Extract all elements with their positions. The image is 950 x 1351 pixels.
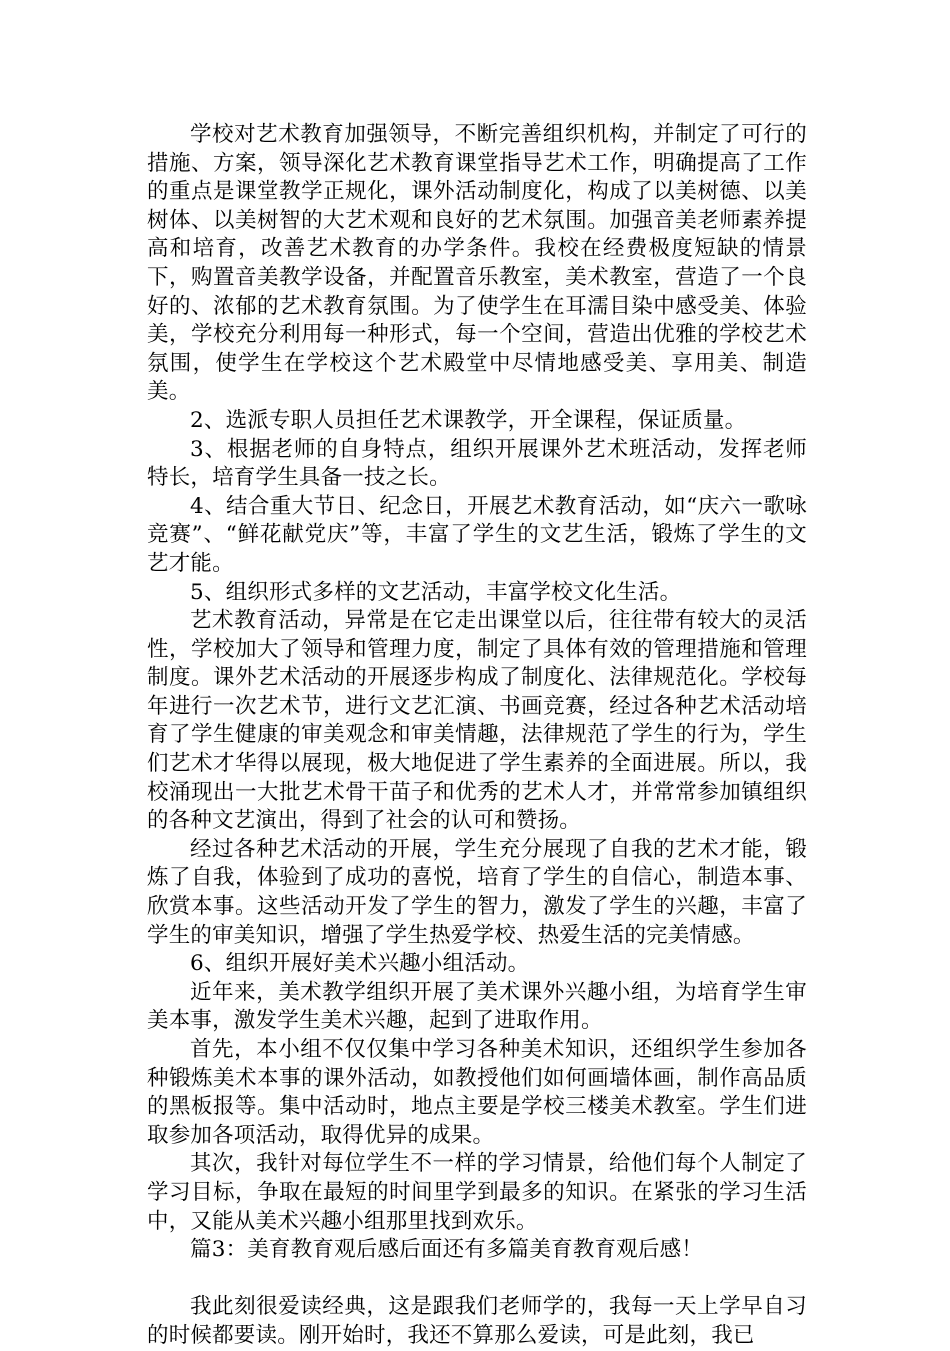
blank-line bbox=[147, 1265, 807, 1294]
paragraph-classics: 我此刻很爱读经典，这是跟我们老师学的，我每一天上学早自习的时候都要读。刚开始时，我还不算那么爱读，可是此刻，我已 bbox=[147, 1294, 807, 1348]
paragraph-art-activities: 艺术教育活动，异常是在它走出课堂以后，往往带有较大的灵活性，学校加大了领导和管理力度，制定了具体有效的管理措施和管理制度。课外艺术活动的开展逐步构成了制度化、法律规范化。学校每年进行一次艺术节，进行文艺汇演、书画竞赛，经过各种艺术活动培育了学生健康的审美观念和审美情趣，法律规范了学生的行为，学生们艺术才华得以展现，极大地促进了学生素养的全面进展。所以，我校涌现出一大批艺术骨干苗子和优秀的艺术人才，并常常参加镇组织的各种文艺演出，得到了社会的认可和赞扬。 bbox=[147, 608, 807, 834]
paragraph-item-4: 4、结合重大节日、纪念日，开展艺术教育活动，如“庆六一歌咏竞赛”、“鲜花献党庆”等，丰富了学生的文艺生活，锻炼了学生的文艺才能。 bbox=[147, 493, 807, 576]
section-heading: 篇3：美育教育观后感后面还有多篇美育教育观后感！ bbox=[190, 1237, 703, 1263]
paragraph-art-results: 经过各种艺术活动的开展，学生充分展现了自我的艺术才能，锻炼了自我，体验到了成功的喜悦，培育了学生的自信心，制造本事、欣赏本事。这些活动开发了学生的智力，激发了学生的兴趣，丰富了学生的审美知识，增强了学生热爱学校、热爱生活的完美情感。 bbox=[147, 836, 807, 948]
paragraph-first: 首先，本小组不仅仅集中学习各种美术知识，还组织学生参加各种锻炼美术本事的课外活动，如教授他们如何画墙体画，制作高品质的黑板报等。集中活动时，地点主要是学校三楼美术教室。学生们进取参加各项活动，取得优异的成果。 bbox=[147, 1037, 807, 1148]
paragraph-item-2: 2、选派专职人员担任艺术课教学，开全课程，保证质量。 bbox=[190, 407, 747, 433]
paragraph-item-5: 5、组织形式多样的文艺活动，丰富学校文化生活。 bbox=[190, 579, 682, 605]
document-body bbox=[147, 121, 807, 1351]
paragraph-item-6: 6、组织开展好美术兴趣小组活动。 bbox=[190, 951, 530, 977]
paragraph-art-leadership: 学校对艺术教育加强领导，不断完善组织机构，并制定了可行的措施、方案，领导深化艺术教育课堂指导艺术工作，明确提高了工作的重点是课堂教学正规化，课外活动制度化，构成了以美树德、以美树体、以美树智的大艺术观和良好的艺术氛围。加强音美老师素养提高和培育，改善艺术教育的办学条件。我校在经费极度短缺的情景下，购置音美教学设备，并配置音乐教室，美术教室，营造了一个良好的、浓郁的艺术教育氛围。为了使学生在耳濡目染中感受美、体验美，学校充分利用每一种形式，每一个空间，营造出优雅的学校艺术氛围，使学生在学校这个艺术殿堂中尽情地感受美、享用美、制造美。 bbox=[147, 122, 807, 405]
paragraph-interest-group: 近年来，美术教学组织开展了美术课外兴趣小组，为培育学生审美本事，激发学生美术兴趣，起到了进取作用。 bbox=[147, 979, 807, 1034]
paragraph-item-3: 3、根据老师的自身特点，组织开展课外艺术班活动，发挥老师特长，培育学生具备一技之长。 bbox=[147, 436, 807, 491]
paragraph-second: 其次，我针对每位学生不一样的学习情景，给他们每个人制定了学习目标，争取在最短的时间里学到最多的知识。在紧张的学习生活中，又能从美术兴趣小组那里找到欢乐。 bbox=[147, 1151, 807, 1234]
